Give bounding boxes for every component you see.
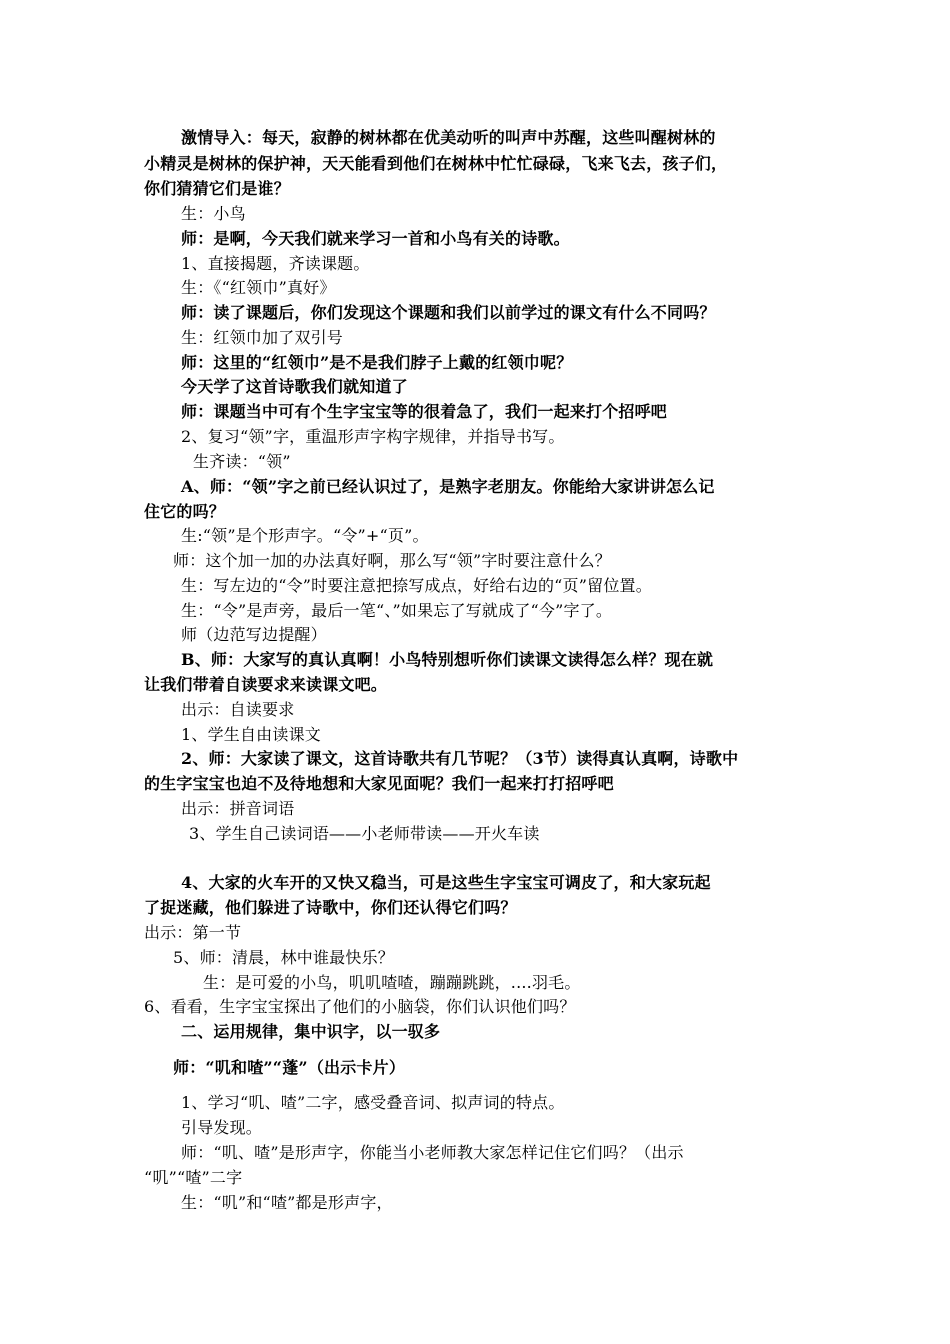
- paragraph-line: 引导发现。: [181, 1118, 263, 1137]
- paragraph-line: 师：“叽、喳”是形声字，你能当小老师教大家怎样记住它们吗？（出示: [181, 1143, 684, 1162]
- paragraph-line: 师：这个加一加的办法真好啊，那么写“领”字时要注意什么？: [173, 551, 611, 570]
- paragraph-line: 了捉迷藏，他们躲进了诗歌中，你们还认得它们吗？: [144, 898, 517, 917]
- paragraph-line: 1、学习“叽、喳”二字，感受叠音词、拟声词的特点。: [181, 1093, 565, 1112]
- paragraph-line: 5、师：清晨，林中谁最快乐？: [173, 948, 394, 967]
- paragraph-line: 二、运用规律，集中识字，以一驭多: [181, 1022, 441, 1041]
- paragraph-line: 的生字宝宝也迫不及待地想和大家见面呢？我们一起来打打招呼吧: [144, 774, 614, 793]
- paragraph-line: 1、直接揭题，齐读课题。: [181, 254, 370, 273]
- paragraph-line: 师：“叽和喳”“蓬”（出示卡片）: [173, 1058, 406, 1077]
- paragraph-line: 激情导入：每天，寂静的树林都在优美动听的叫声中苏醒，这些叫醒树林的: [181, 128, 716, 147]
- paragraph-line: B、师：大家写的真认真啊！小鸟特别想听你们读课文读得怎么样？现在就: [181, 650, 714, 669]
- paragraph-line: 4、大家的火车开的又快又稳当，可是这些生字宝宝可调皮了，和大家玩起: [181, 873, 711, 892]
- paragraph-line: 生：写左边的“令”时要注意把捺写成点，好给右边的“页”留位置。: [181, 576, 652, 595]
- paragraph-line: 生：《“红领巾”真好》: [181, 278, 336, 297]
- paragraph-line: 2、师：大家读了课文，这首诗歌共有几节呢？（3节）读得真认真啊，诗歌中: [181, 749, 739, 768]
- paragraph-line: 师：读了课题后，你们发现这个课题和我们以前学过的课文有什么不同吗？: [181, 303, 716, 322]
- paragraph-line: 生:“领”是个形声字。“令”+“页”。: [181, 526, 429, 545]
- paragraph-line: “叽”“喳”二字: [144, 1168, 243, 1187]
- paragraph-line: 小精灵是树林的保护神，天天能看到他们在树林中忙忙碌碌，飞来飞去，孩子们，: [144, 154, 728, 173]
- paragraph-line: A、师：“领”字之前已经认识过了，是熟字老朋友。你能给大家讲讲怎么记: [181, 477, 715, 496]
- paragraph-line: 1、学生自由读课文: [181, 725, 321, 744]
- paragraph-line: 师：课题当中可有个生字宝宝等的很着急了，我们一起来打个招呼吧: [181, 402, 668, 421]
- paragraph-line: 你们猜猜它们是谁？: [144, 179, 290, 198]
- paragraph-line: 让我们带着自读要求来读课文吧。: [144, 675, 388, 694]
- paragraph-line: 6、看看，生字宝宝探出了他们的小脑袋，你们认识他们吗？: [144, 997, 576, 1016]
- paragraph-line: 生：红领巾加了双引号: [181, 328, 344, 347]
- paragraph-line: 出示：自读要求: [181, 700, 295, 719]
- paragraph-line: 生：是可爱的小鸟，叽叽喳喳，蹦蹦跳跳，....羽毛。: [203, 973, 581, 992]
- paragraph-line: 住它的吗？: [144, 502, 226, 521]
- paragraph-line: 出示：第一节: [144, 923, 242, 942]
- paragraph-line: 师：是啊，今天我们就来学习一首和小鸟有关的诗歌。: [181, 229, 570, 248]
- paragraph-line: 今天学了这首诗歌我们就知道了: [181, 377, 408, 396]
- paragraph-line: 出示：拼音词语: [181, 799, 295, 818]
- paragraph-line: 3、学生自己读词语——小老师带读——开火车读: [189, 824, 540, 843]
- paragraph-line: 2、复习“领”字，重温形声字构字规律，并指导书写。: [181, 427, 565, 446]
- paragraph-line: 生齐读：“领”: [193, 452, 291, 471]
- paragraph-line: 生：“令”是声旁，最后一笔“、”如果忘了写就成了“今”字了。: [181, 601, 613, 620]
- paragraph-line: 师（边范写边提醒）: [181, 625, 327, 644]
- paragraph-line: 生：“叽”和“喳”都是形声字，: [181, 1193, 393, 1212]
- paragraph-line: 生：小鸟: [181, 204, 246, 223]
- paragraph-line: 师：这里的“红领巾”是不是我们脖子上戴的红领巾呢？: [181, 353, 573, 372]
